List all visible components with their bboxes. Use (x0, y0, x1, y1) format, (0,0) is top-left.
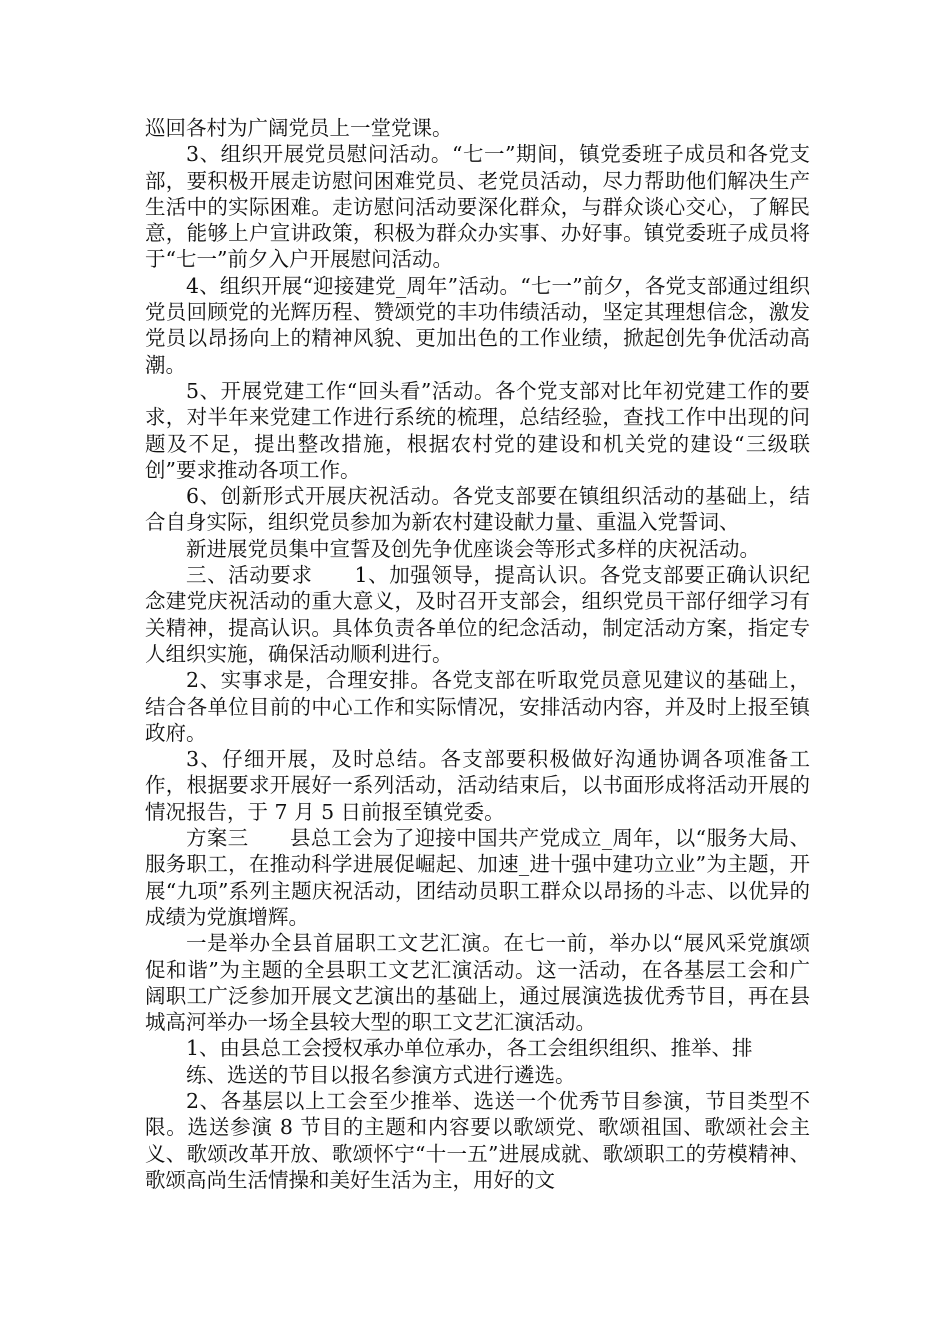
paragraph-11: 1、由县总工会授权承办单位承办，各工会组织组织、推举、排 (186, 1036, 753, 1061)
paragraph-13: 2、各基层以上工会至少推举、选送一个优秀节目参演，节目类型不限。选送参演 8 节目的主题和内容要以歌颂党、歌颂祖国、歌颂社会主义、歌颂改革开放、歌颂怀宁“十一五”进展成就、歌颂职工的劳模精神、歌颂高尚生活情操和美好生活为主，用好的文 (145, 1088, 810, 1192)
paragraph-5: 新进展党员集中宣誓及创先争优座谈会等形式多样的庆祝活动。 (186, 536, 760, 561)
paragraph-1: 3、组织开展党员慰问活动。“七一”期间，镇党委班子成员和各党支部，要积极开展走访慰问困难党员、老党员活动，尽力帮助他们解决生产生活中的实际困难。走访慰问活动要深化群众，与群众谈心交心，了解民意，能够上户宣讲政策，积极为群众办实事、办好事。镇党委班子成员将于“七一”前夕入户开展慰问活动。 (145, 142, 810, 272)
paragraph-12: 练、选送的节目以报名参演方式进行遴选。 (186, 1062, 576, 1087)
paragraph-8: 3、仔细开展，及时总结。各支部要积极做好沟通协调各项准备工作，根据要求开展好一系列活动，活动结束后，以书面形成将活动开展的情况报告，于 7 月 5 日前报至镇党委。 (145, 747, 810, 824)
paragraph-2: 4、组织开展“迎接建党_周年”活动。“七一”前夕，各党支部通过组织党员回顾党的光辉历程、赞颂党的丰功伟绩活动，坚定其理想信念，激发党员以昂扬向上的精神风貌、更加出色的工作业绩，掀起创先争优活动高潮。 (145, 273, 810, 377)
paragraph-7: 2、实事求是，合理安排。各党支部在听取党员意见建议的基础上，结合各单位目前的中心工作和实际情况，安排活动内容，并及时上报至镇政府。 (145, 668, 810, 745)
paragraph-3: 5、开展党建工作“回头看”活动。各个党支部对比年初党建工作的要求，对半年来党建工作进行系统的梳理，总结经验，查找工作中出现的问题及不足，提出整改措施，根据农村党的建设和机关党的建设“三级联创”要求推动各项工作。 (145, 378, 810, 482)
document-page (145, 115, 810, 1193)
paragraph-4: 6、创新形式开展庆祝活动。各党支部要在镇组织活动的基础上，结合自身实际，组织党员参加为新农村建设献力量、重温入党誓词、 (145, 484, 810, 535)
paragraph-6: 三、活动要求 1、加强领导，提高认识。各党支部要正确认识纪念建党庆祝活动的重大意义，及时召开支部会，组织党员干部仔细学习有关精神，提高认识。具体负责各单位的纪念活动，制定活动方案，指定专人组织实施，确保活动顺利进行。 (145, 563, 810, 666)
paragraph-10: 一是举办全县首届职工文艺汇演。在七一前，举办以“展风采党旗颂促和谐”为主题的全县职工文艺汇演活动。这一活动，在各基层工会和广阔职工广泛参加开展文艺演出的基础上，通过展演选拔优秀节目，再在县城高河举办一场全县较大型的职工文艺汇演活动。 (145, 931, 810, 1035)
paragraph-9: 方案三 县总工会为了迎接中国共产党成立_周年，以“服务大局、服务职工，在推动科学进展促崛起、加速_进十强中建功立业”为主题，开展“九项”系列主题庆祝活动，团结动员职工群众以昂扬的斗志、以优异的成绩为党旗增辉。 (145, 826, 810, 929)
paragraph-0: 巡回各村为广阔党员上一堂党课。 (145, 116, 453, 140)
